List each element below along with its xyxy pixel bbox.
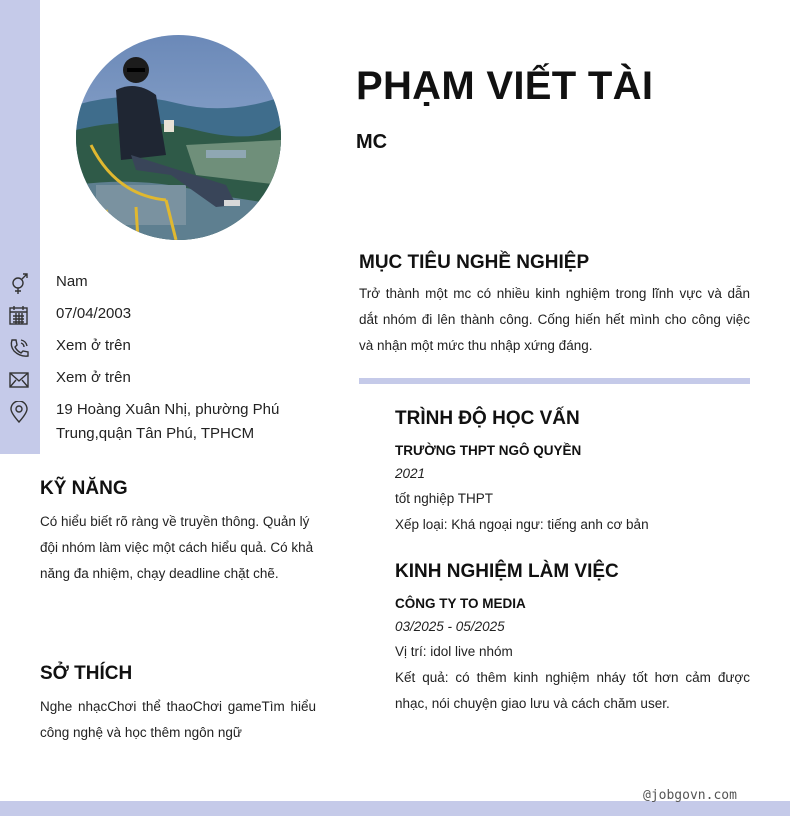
birthdate-value: 07/04/2003 xyxy=(56,305,132,322)
profile-photo xyxy=(76,35,281,240)
section-divider xyxy=(359,378,750,384)
calendar-icon xyxy=(8,305,30,327)
bottom-accent-bar xyxy=(0,801,790,816)
experience-position: Vị trí: idol live nhóm xyxy=(395,644,513,659)
education-title: TRÌNH ĐỘ HỌC VẤN xyxy=(395,408,580,429)
gender-icon xyxy=(8,273,30,295)
email-value: Xem ở trên xyxy=(56,369,131,386)
objective-text: Trở thành một mc có nhiều kinh nghiệm trong lĩnh vực và dẫn dắt nhóm đi lên thành công. Cống hiến hết mình cho công việc và nhận một mức thu nhập xứng đáng. xyxy=(359,286,750,353)
experience-period: 03/2025 - 05/2025 xyxy=(395,619,505,634)
education-degree: tốt nghiệp THPT xyxy=(395,491,494,506)
hobbies-text: Nghe nhạcChơi thể thaoChơi gameTìm hiểu công nghệ và học thêm ngôn ngữ xyxy=(40,699,316,740)
candidate-role: MC xyxy=(356,131,388,153)
skills-text: Có hiểu biết rõ ràng về truyền thông. Quản lý đội nhóm làm việc một cách hiểu quả. Có khả năng đa nhiệm, chạy deadline chặt chẽ. xyxy=(40,514,314,581)
email-icon xyxy=(8,369,30,391)
education-grade: Xếp loại: Khá ngoại ngư: tiếng anh cơ bản xyxy=(395,517,649,532)
experience-title: KINH NGHIỆM LÀM VIỆC xyxy=(395,561,619,582)
phone-value: Xem ở trên xyxy=(56,337,131,354)
education-school: TRƯỜNG THPT NGÔ QUYỀN xyxy=(395,443,582,458)
experience-company: CÔNG TY TO MEDIA xyxy=(395,596,526,611)
candidate-name: PHẠM VIẾT TÀI xyxy=(356,64,654,108)
watermark: @jobgovn.com xyxy=(643,788,737,803)
education-year: 2021 xyxy=(395,466,426,481)
address-value: 19 Hoàng Xuân Nhị, phường Phú Trung,quận Tân Phú, TPHCM xyxy=(56,401,280,442)
objective-title: MỤC TIÊU NGHỀ NGHIỆP xyxy=(359,252,590,273)
gender-value: Nam xyxy=(56,273,88,290)
phone-icon xyxy=(8,337,30,359)
skills-title: KỸ NĂNG xyxy=(40,478,128,499)
experience-result: Kết quả: có thêm kinh nghiệm nháy tốt hơn cảm được nhạc, nói chuyện giao lưu và cách chăm user. xyxy=(395,670,750,711)
hobbies-title: SỞ THÍCH xyxy=(40,663,133,684)
location-icon xyxy=(8,401,30,423)
